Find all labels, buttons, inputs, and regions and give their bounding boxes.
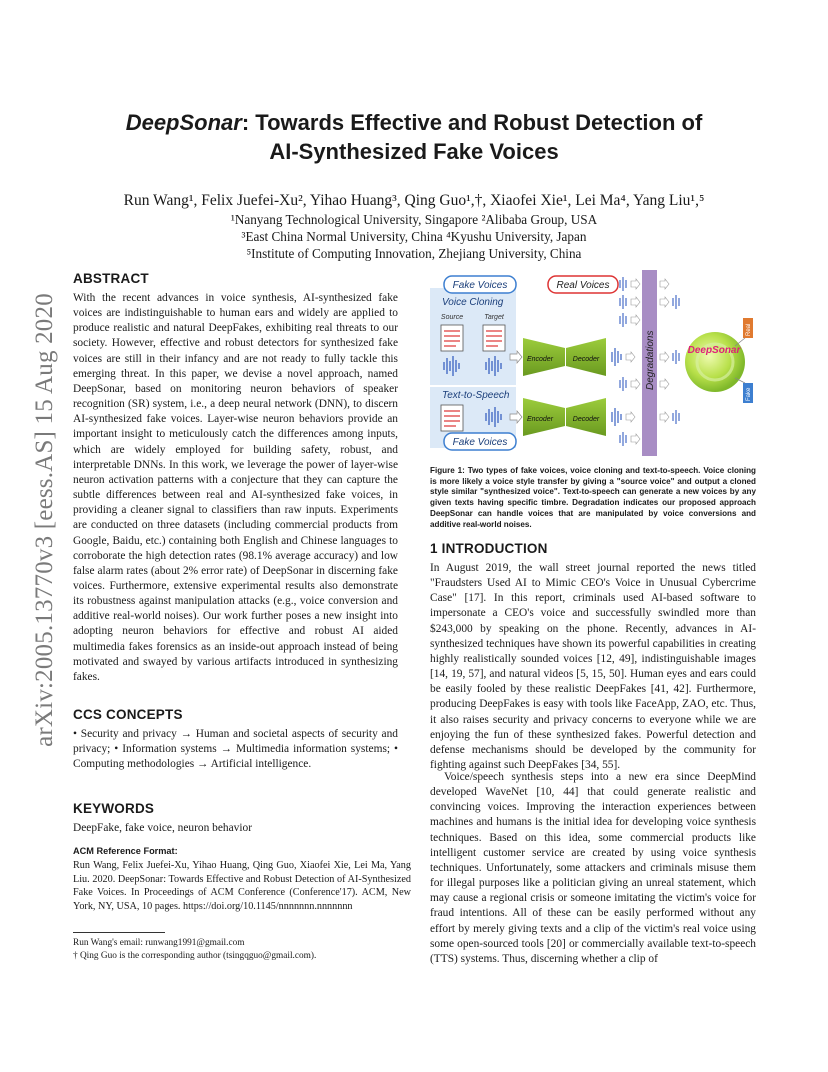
- real-tag-label: Real: [746, 323, 752, 336]
- tts-document-icon: [441, 405, 463, 431]
- waveform-column: [620, 277, 640, 446]
- title-line2: AI-Synthesized Fake Voices: [269, 139, 559, 164]
- deepsonar-label: DeepSonar: [687, 345, 741, 356]
- abstract-heading: ABSTRACT: [73, 271, 149, 286]
- panel-divider: [430, 385, 516, 387]
- voice-cloning-label: Voice Cloning: [442, 297, 504, 308]
- footnote-corresponding: † Qing Guo is the corresponding author (tsingqguo@gmail.com).: [73, 951, 317, 961]
- title-system-name: DeepSonar: [125, 110, 242, 135]
- real-voices-label: Real Voices: [556, 280, 610, 291]
- text-to-speech-label: Text-to-Speech: [442, 390, 510, 401]
- title-line1-rest: : Towards Effective and Robust Detection of: [241, 110, 703, 135]
- source-document-icon: [441, 325, 463, 351]
- source-label: Source: [440, 314, 464, 321]
- keywords-text: DeepFake, fake voice, neuron behavior: [73, 822, 253, 834]
- encoder-label-2: Encoder: [526, 416, 554, 423]
- acm-reference-text: Run Wang, Felix Juefei-Xu, Yihao Huang, Qing Guo, Xiaofei Xie, Lei Ma, Yang Liu. 2020. DeepSonar: Towards Effective and Robust Detection of AI-Synthesized Fake Voices. In Proceedings of ACM Conference (Conference'17). ACM, New York, NY, USA, 10 pages. https://doi.org/10.1145/nnnnnnn.nnnnnnn: [73, 860, 411, 912]
- ccs-heading: CCS CONCEPTS: [73, 707, 183, 722]
- acm-reference-heading: ACM Reference Format:: [73, 846, 178, 856]
- figure-1-diagram: [430, 270, 756, 456]
- arxiv-stamp: arXiv:2005.13770v3 [eess.AS] 15 Aug 2020: [31, 293, 58, 747]
- abstract-text: With the recent advances in voice synthesis, AI-synthesized fake voices are indistinguishable to human ears and widely are applied to produce realistic and natural DeepFakes, exhibiting real threats to our society. However, effective and robust detectors for synthesized fake voices are still in their infancy and are not ready to fully tackle this emerging threat. In this paper, we devise a novel approach, named DeepSonar, based on monitoring neuron behaviors of speaker recognition (SR) system, i.e., a deep neural network (DNN), to discern AI-synthesized fake voices. Layer-wise neuron behaviors provide an important insight to meticulously catch the differences among inputs, which are widely employed for building safety, robust, and interpretable DNNs. In this work, we leverage the power of layer-wise neuron activation patterns with a conjecture that they can capture the subtle differences between real and AI-synthesized fake voices, in providing a cleaner signal to classifiers than raw inputs. Experiments are conducted on three datasets (including commercial products from Google, Baidu, etc.) containing both English and Chinese languages to corroborate the high detection rates (98.1% average accuracy) and low false alarm rates (about 2% error rate) of DeepSonar in discerning fake voices. Furthermore, extensive experimental results also demonstrate its robustness against manipulation attacks (e.g., voice conversion and additive real-world noises). Our work further poses a new insight into adopting neuron behaviors for effective and robust AI aided multimedia fakes forensics as an inside-out approach instead of being motivated and swayed by various artifacts introduced in synthesizing fakes.: [73, 292, 398, 683]
- ccs-text: • Security and privacy → Human and societal aspects of security and privacy; • Information systems → Multimedia information systems; • Computing methodologies → Artificial intelligence.: [73, 728, 398, 771]
- encoder-label-1: Encoder: [526, 356, 554, 363]
- affiliation-line-2: ³East China Normal University, China ⁴Kyushu University, Japan: [241, 229, 587, 244]
- decoder-label-2: Decoder: [572, 416, 600, 423]
- affiliation-line-3: ⁵Institute of Computing Innovation, Zhejiang University, China: [246, 246, 582, 261]
- figure-1-caption: Figure 1: Two types of fake voices, voice cloning and text-to-speech. Voice cloning is more likely a voice style transfer by giving a "source voice" and output a cloned style similar "synthesized voice". Text-to-speech can generate a new voices by any given texts having specific timbre. Degradation indicates our proposed approach DeepSonar can handle voices that are manipulated by voice conversions and additive real-world noises.: [430, 466, 756, 529]
- deepsonar-orb: [685, 332, 745, 392]
- footnote-email: Run Wang's email: runwang1991@gmail.com: [73, 938, 245, 948]
- target-label: Target: [484, 314, 504, 321]
- fake-tag-label: Fake: [746, 387, 752, 401]
- paper-title: [100, 108, 728, 166]
- introduction-heading: 1 INTRODUCTION: [430, 541, 548, 556]
- author-list: Run Wang¹, Felix Juefei-Xu², Yihao Huang³, Qing Guo¹,†, Xiaofei Xie¹, Lei Ma⁴, Yang Liu¹,⁵: [123, 192, 705, 209]
- introduction-paragraph-2: Voice/speech synthesis steps into a new era since DeepMind developed WaveNet [10, 44] that could generate realistic and convincing voices. Improving the interaction experiences between machines and humans is the initial idea for developing voice synthesis techniques. Based on this idea, some commercial products like intelligent customer service are created by using voice synthesis techniques. Unfortunately, some attackers and criminals misuse them for illegal purposes like a politician giving an unreal statement, which may cause a regional crisis or someone imitating the victim's voice for fraud intentions. All of these can be easily performed without any effort by merely giving texts and a clip of the victim's real voice using some open-sourced tools [20] or commercially available text-to-speech (TTS) systems. Thus, discerning whether a clip of: [430, 771, 756, 965]
- introduction-paragraph-1: In August 2019, the wall street journal reported the news titled "Fraudsters Used AI to Mimic CEO's Voice in Unusual Cybercrime Case" [17]. In this report, criminals used AI-based software to impersonate a CEO's voice and successfully swindled more than $243,000 by speaking on the phone. Recently, advances in AI-synthesized techniques have shown its powerful capabilities in creating highly realistically sounded voices [12, 49], indistinguishable images [14, 19, 57], and natural videos [5, 15, 50]. Human eyes and ears could be easily fooled by these realistic DeepFakes [41, 42]. Furthermore, producing DeepFakes is easy with tools like FaceApp, ZAO, etc. Thus, it also raises security and privacy concerns to everyone while we are enjoying the fun of these synthesized fakes. Powerful detection and defense mechanisms should be developed by the community for fighting against such DeepFakes [34, 55].: [430, 562, 756, 772]
- fake-voices-bottom-label: Fake Voices: [452, 437, 508, 448]
- affiliation-line-1: ¹Nanyang Technological University, Singapore ²Alibaba Group, USA: [230, 212, 598, 227]
- degradations-label: Degradations: [645, 330, 656, 390]
- post-degradation-column: [660, 279, 679, 424]
- fake-voices-top-label: Fake Voices: [452, 280, 508, 291]
- target-document-icon: [483, 325, 505, 351]
- decoder-label-1: Decoder: [572, 356, 600, 363]
- keywords-heading: KEYWORDS: [73, 801, 155, 816]
- footnote-divider: [73, 932, 165, 933]
